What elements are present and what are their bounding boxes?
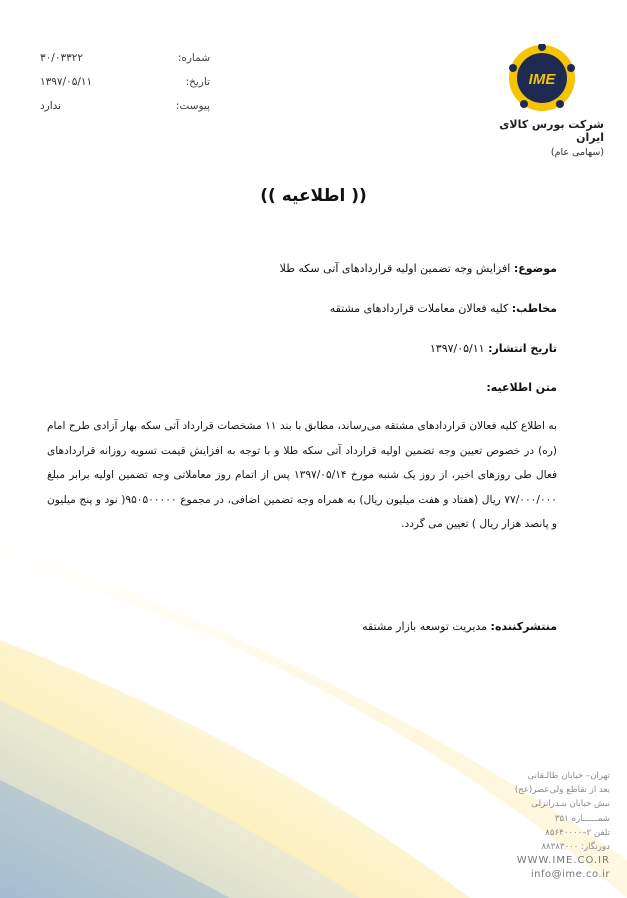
attachment-row xyxy=(40,94,210,118)
company-block xyxy=(470,118,604,158)
logo-text: IME xyxy=(528,71,556,88)
body-paragraph: به اطلاع کلیه فعالان قراردادهای مشتقه می‌رساند، مطابق با بند ۱۱ مشخصات قرارداد آتی سکه بهار آزادی طرح امام (ره) در خصوص تعیین وجه تضمین اولیه قرارداد آتی سکه طلا و با توجه به افزایش قیمت تسویه روزانه قراردادهای فعال طی روزهای اخیر، از روز یک شنبه مورخ ۱۳۹۷/۰۵/۱۴ پس از اتمام روز معاملاتی وجه تضمین اولیه برابر مبلغ ۷۷/۰۰۰/۰۰۰ ریال (هفتاد و هفت میلیون ریال) به همراه وجه تضمین اضافی، در مجموع ۹۵۰۵۰۰۰۰۰( نود و پنج میلیون و پانصد هزار ریال ) تعیین می گردد. xyxy=(47,420,558,531)
website-link[interactable]: WWW.IME.CO.IR xyxy=(516,855,610,867)
number-row xyxy=(40,46,210,70)
subject-label: موضوع: xyxy=(513,262,557,275)
date-row xyxy=(40,70,210,94)
company-name: شرکت بورس کالای ایران xyxy=(499,118,604,144)
fax: دورنگار: ۸۸۳۸۳۰۰۰ xyxy=(541,842,610,853)
address-line-1: تهران– خیابان طالـقانی xyxy=(527,771,610,781)
publication-date-value: ۱۳۹۷/۰۵/۱۱ xyxy=(429,342,489,355)
date-value: ۱۳۹۷/۰۵/۱۱ xyxy=(40,76,93,88)
number-value: ۳۰/۰۳۳۲۲ xyxy=(40,52,84,64)
publisher-line xyxy=(37,620,557,633)
announcement-body xyxy=(47,414,557,537)
address-number: شمــــــاره ۳۵۱ xyxy=(554,813,610,824)
body-heading: متن اطلاعیه: xyxy=(486,381,557,394)
phone: تلفن ۲–۸۵۶۴۰۰۰۰ xyxy=(545,827,610,838)
publisher-text: مدیریت توسعه بازار مشتقه xyxy=(362,620,491,633)
date-label: تاریخ: xyxy=(185,76,210,88)
number-label: شماره: xyxy=(177,52,210,64)
attachment-label: پیوست: xyxy=(175,100,210,112)
publication-date-label: تاریخ انتشار: xyxy=(488,342,557,355)
audience-text: کلیه فعالان معاملات قراردادهای مشتقه xyxy=(329,302,512,315)
audience-line xyxy=(37,302,557,315)
publisher-label: منتشرکننده: xyxy=(490,620,557,633)
email-link[interactable]: info@ime.co.ir xyxy=(530,869,610,881)
ime-logo-icon xyxy=(508,44,576,112)
attachment-value: ندارد xyxy=(40,100,62,112)
subject-text: افزایش وجه تضمین اولیه قراردادهای آتی سکه طلا xyxy=(279,262,514,275)
publication-date-line xyxy=(37,342,557,355)
page-title: (( اطلاعیه )) xyxy=(260,186,367,206)
address-line-3: نبش خیابان بنـدرانزلی xyxy=(531,799,610,810)
subject-line xyxy=(37,262,557,275)
footer-contact xyxy=(498,769,610,883)
address-line-2: بعد از تقاطع ولی‌عصر(عج) xyxy=(514,785,610,796)
document-metadata xyxy=(40,46,210,118)
company-type: (سهامی عام) xyxy=(550,147,604,158)
audience-label: مخاطب: xyxy=(511,302,557,315)
